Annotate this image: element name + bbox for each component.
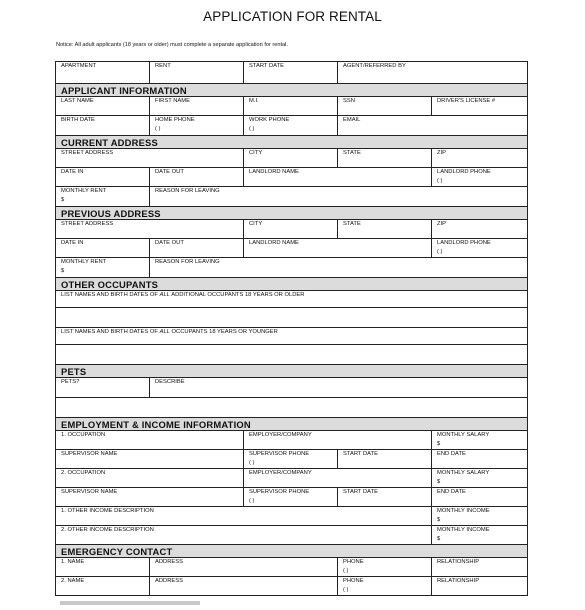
apartment-field[interactable]: APARTMENT bbox=[56, 62, 150, 84]
monthly-salary-1-label: MONTHLY SALARY bbox=[437, 432, 490, 438]
emergency-phone-2-label: PHONE bbox=[343, 578, 364, 584]
occupants-younger-prefix: LIST NAMES AND BIRTH DATES OF bbox=[61, 329, 160, 335]
monthly-income-2-currency: $ bbox=[437, 536, 441, 542]
ssn-field[interactable]: SSN bbox=[338, 97, 432, 116]
supervisor-name-2-field[interactable]: SUPERVISOR NAME bbox=[56, 488, 244, 507]
form-row-occupants-younger-entry bbox=[56, 345, 528, 365]
occupants-adult-entry-field[interactable] bbox=[56, 308, 528, 328]
supervisor-phone-1-label: SUPERVISOR PHONE bbox=[249, 451, 310, 457]
monthly-salary-1-field[interactable] bbox=[432, 431, 528, 450]
form-row-occupation-2 bbox=[56, 469, 528, 488]
rent-field[interactable]: RENT bbox=[150, 62, 244, 84]
emergency-heading: EMERGENCY CONTACT bbox=[56, 545, 528, 558]
form-row-occupants-adult-label bbox=[56, 291, 528, 308]
start-date-2-field[interactable]: START DATE bbox=[338, 488, 432, 507]
form-row-emergency-1 bbox=[56, 558, 528, 577]
employment-heading: EMPLOYMENT & INCOME INFORMATION bbox=[56, 418, 528, 431]
start-date-field[interactable]: START DATE bbox=[244, 62, 338, 84]
emergency-address-2-field[interactable]: ADDRESS bbox=[150, 577, 338, 596]
section-header-previous-address bbox=[56, 207, 528, 220]
form-row-current-dates bbox=[56, 168, 528, 187]
previous-monthly-rent-field[interactable] bbox=[56, 258, 150, 278]
pets-heading: PETS bbox=[56, 365, 528, 378]
previous-monthly-rent-label: MONTHLY RENT bbox=[61, 259, 107, 265]
supervisor-phone-2-label: SUPERVISOR PHONE bbox=[249, 489, 310, 495]
monthly-income-1-field[interactable] bbox=[432, 507, 528, 526]
previous-city-field[interactable]: CITY bbox=[244, 220, 338, 239]
emergency-relationship-1-field[interactable]: RELATIONSHIP bbox=[432, 558, 528, 577]
section-header-applicant bbox=[56, 84, 528, 97]
drivers-license-field[interactable]: DRIVER'S LICENSE # bbox=[432, 97, 528, 116]
previous-landlord-phone-format: ( ) bbox=[437, 249, 443, 255]
current-date-out-field[interactable]: DATE OUT bbox=[150, 168, 244, 187]
previous-landlord-name-field[interactable]: LANDLORD NAME bbox=[244, 239, 432, 258]
form-row-other-income-1 bbox=[56, 507, 528, 526]
supervisor-phone-2-format: ( ) bbox=[249, 498, 255, 504]
monthly-income-2-label: MONTHLY INCOME bbox=[437, 527, 490, 533]
previous-zip-field[interactable]: ZIP bbox=[432, 220, 528, 239]
current-state-field[interactable]: STATE bbox=[338, 149, 432, 168]
form-row-other-income-2 bbox=[56, 526, 528, 545]
supervisor-phone-1-format: ( ) bbox=[249, 460, 255, 466]
previous-address-heading: PREVIOUS ADDRESS bbox=[56, 207, 528, 220]
form-row-pets bbox=[56, 378, 528, 398]
occupants-younger-suffix: OCCUPANTS 18 YEARS OR YOUNGER bbox=[169, 329, 278, 335]
other-income-1-field[interactable]: 1. OTHER INCOME DESCRIPTION bbox=[56, 507, 432, 526]
occupants-younger-entry-field[interactable] bbox=[56, 345, 528, 365]
form-row-pets-extra bbox=[56, 398, 528, 418]
form-row-current-rent bbox=[56, 187, 528, 207]
monthly-salary-1-currency: $ bbox=[437, 441, 441, 447]
pets-question-field[interactable]: PETS? bbox=[56, 378, 150, 398]
other-income-2-field[interactable]: 2. OTHER INCOME DESCRIPTION bbox=[56, 526, 432, 545]
emergency-phone-1-format: ( ) bbox=[343, 568, 349, 574]
current-reason-leaving-field[interactable]: REASON FOR LEAVING bbox=[150, 187, 528, 207]
section-header-current-address bbox=[56, 136, 528, 149]
form-row-emergency-2 bbox=[56, 577, 528, 596]
section-header-pets bbox=[56, 365, 528, 378]
employer-2-field[interactable]: EMPLOYER/COMPANY bbox=[244, 469, 432, 488]
form-row-occupation-1 bbox=[56, 431, 528, 450]
form-row-supervisor-2 bbox=[56, 488, 528, 507]
home-phone-format: ( ) bbox=[155, 126, 161, 132]
occupation-2-field[interactable]: 2. OCCUPATION bbox=[56, 469, 244, 488]
form-row-top bbox=[56, 62, 528, 84]
monthly-salary-2-field[interactable] bbox=[432, 469, 528, 488]
emergency-phone-2-format: ( ) bbox=[343, 587, 349, 593]
end-date-2-field[interactable]: END DATE bbox=[432, 488, 528, 507]
form-row-previous-rent bbox=[56, 258, 528, 278]
occupants-younger-emphasis: ALL bbox=[159, 329, 170, 335]
previous-state-field[interactable]: STATE bbox=[338, 220, 432, 239]
current-street-field[interactable]: STREET ADDRESS bbox=[56, 149, 244, 168]
emergency-name-2-field[interactable]: 2. NAME bbox=[56, 577, 150, 596]
previous-street-field[interactable]: STREET ADDRESS bbox=[56, 220, 244, 239]
current-city-field[interactable]: CITY bbox=[244, 149, 338, 168]
monthly-income-2-field[interactable] bbox=[432, 526, 528, 545]
current-zip-field[interactable]: ZIP bbox=[432, 149, 528, 168]
current-landlord-phone-format: ( ) bbox=[437, 178, 443, 184]
current-landlord-name-field[interactable]: LANDLORD NAME bbox=[244, 168, 432, 187]
email-field[interactable]: EMAIL bbox=[338, 116, 528, 136]
current-landlord-phone-field[interactable] bbox=[432, 168, 528, 187]
other-occupants-heading: OTHER OCCUPANTS bbox=[56, 278, 528, 291]
application-form-table bbox=[55, 61, 528, 596]
work-phone-field[interactable] bbox=[244, 116, 338, 136]
emergency-name-1-field[interactable]: 1. NAME bbox=[56, 558, 150, 577]
previous-rent-currency: $ bbox=[61, 268, 65, 274]
emergency-phone-1-field[interactable] bbox=[338, 558, 432, 577]
occupants-adult-prefix: LIST NAMES AND BIRTH DATES OF bbox=[61, 292, 160, 298]
current-landlord-phone-label: LANDLORD PHONE bbox=[437, 169, 491, 175]
form-row-supervisor-1 bbox=[56, 450, 528, 469]
monthly-salary-2-currency: $ bbox=[437, 479, 441, 485]
emergency-phone-1-label: PHONE bbox=[343, 559, 364, 565]
form-row-previous-street bbox=[56, 220, 528, 239]
work-phone-label: WORK PHONE bbox=[249, 117, 290, 123]
monthly-salary-2-label: MONTHLY SALARY bbox=[437, 470, 490, 476]
previous-landlord-phone-field[interactable] bbox=[432, 239, 528, 258]
emergency-relationship-2-field[interactable]: RELATIONSHIP bbox=[432, 577, 528, 596]
section-header-emergency bbox=[56, 545, 528, 558]
work-phone-format: ( ) bbox=[249, 126, 255, 132]
pets-extra-field[interactable] bbox=[56, 398, 528, 418]
current-address-heading: CURRENT ADDRESS bbox=[56, 136, 528, 149]
form-row-occupants-adult-entry bbox=[56, 308, 528, 328]
applicant-heading: APPLICANT INFORMATION bbox=[56, 84, 528, 97]
monthly-income-1-currency: $ bbox=[437, 517, 441, 523]
supervisor-name-1-field[interactable]: SUPERVISOR NAME bbox=[56, 450, 244, 469]
emergency-phone-2-field[interactable] bbox=[338, 577, 432, 596]
last-name-field[interactable]: LAST NAME bbox=[56, 97, 150, 116]
birth-date-field[interactable]: BIRTH DATE bbox=[56, 116, 150, 136]
home-phone-field[interactable] bbox=[150, 116, 244, 136]
form-row-occupants-younger-label bbox=[56, 328, 528, 345]
page-title: APPLICATION FOR RENTAL bbox=[203, 9, 382, 24]
monthly-income-1-label: MONTHLY INCOME bbox=[437, 508, 490, 514]
occupants-adult-suffix: ADDITIONAL OCCUPANTS 18 YEARS OR OLDER bbox=[169, 292, 305, 298]
home-phone-label: HOME PHONE bbox=[155, 117, 195, 123]
previous-reason-leaving-field[interactable]: REASON FOR LEAVING bbox=[150, 258, 528, 278]
occupants-adult-emphasis: ALL bbox=[159, 292, 170, 298]
agent-referred-field[interactable]: AGENT/REFERRED BY bbox=[338, 62, 528, 84]
supervisor-phone-2-field[interactable] bbox=[244, 488, 338, 507]
form-row-current-street bbox=[56, 149, 528, 168]
middle-initial-field[interactable]: M.I. bbox=[244, 97, 338, 116]
emergency-address-1-field[interactable]: ADDRESS bbox=[150, 558, 338, 577]
employer-1-field[interactable]: EMPLOYER/COMPANY bbox=[244, 431, 432, 450]
section-header-other-occupants bbox=[56, 278, 528, 291]
previous-date-in-field[interactable]: DATE IN bbox=[56, 239, 150, 258]
occupants-younger-instructions bbox=[56, 328, 528, 345]
supervisor-phone-1-field[interactable] bbox=[244, 450, 338, 469]
start-date-1-field[interactable]: START DATE bbox=[338, 450, 432, 469]
cut-off-section-header bbox=[60, 601, 200, 609]
first-name-field[interactable]: FIRST NAME bbox=[150, 97, 244, 116]
form-row-applicant-contact bbox=[56, 116, 528, 136]
current-date-in-field[interactable]: DATE IN bbox=[56, 168, 150, 187]
pets-describe-field[interactable]: DESCRIBE bbox=[150, 378, 528, 398]
current-monthly-rent-field[interactable] bbox=[56, 187, 150, 207]
previous-date-out-field[interactable]: DATE OUT bbox=[150, 239, 244, 258]
previous-landlord-phone-label: LANDLORD PHONE bbox=[437, 240, 491, 246]
occupation-1-field[interactable]: 1. OCCUPATION bbox=[56, 431, 244, 450]
end-date-1-field[interactable]: END DATE bbox=[432, 450, 528, 469]
current-monthly-rent-label: MONTHLY RENT bbox=[61, 188, 107, 194]
occupants-adult-instructions bbox=[56, 291, 528, 308]
notice-text: Notice: All adult applicants (18 years or older) must complete a separate application for rental. bbox=[56, 42, 288, 48]
form-row-previous-dates bbox=[56, 239, 528, 258]
current-rent-currency: $ bbox=[61, 197, 65, 203]
section-header-employment bbox=[56, 418, 528, 431]
form-row-applicant-names bbox=[56, 97, 528, 116]
